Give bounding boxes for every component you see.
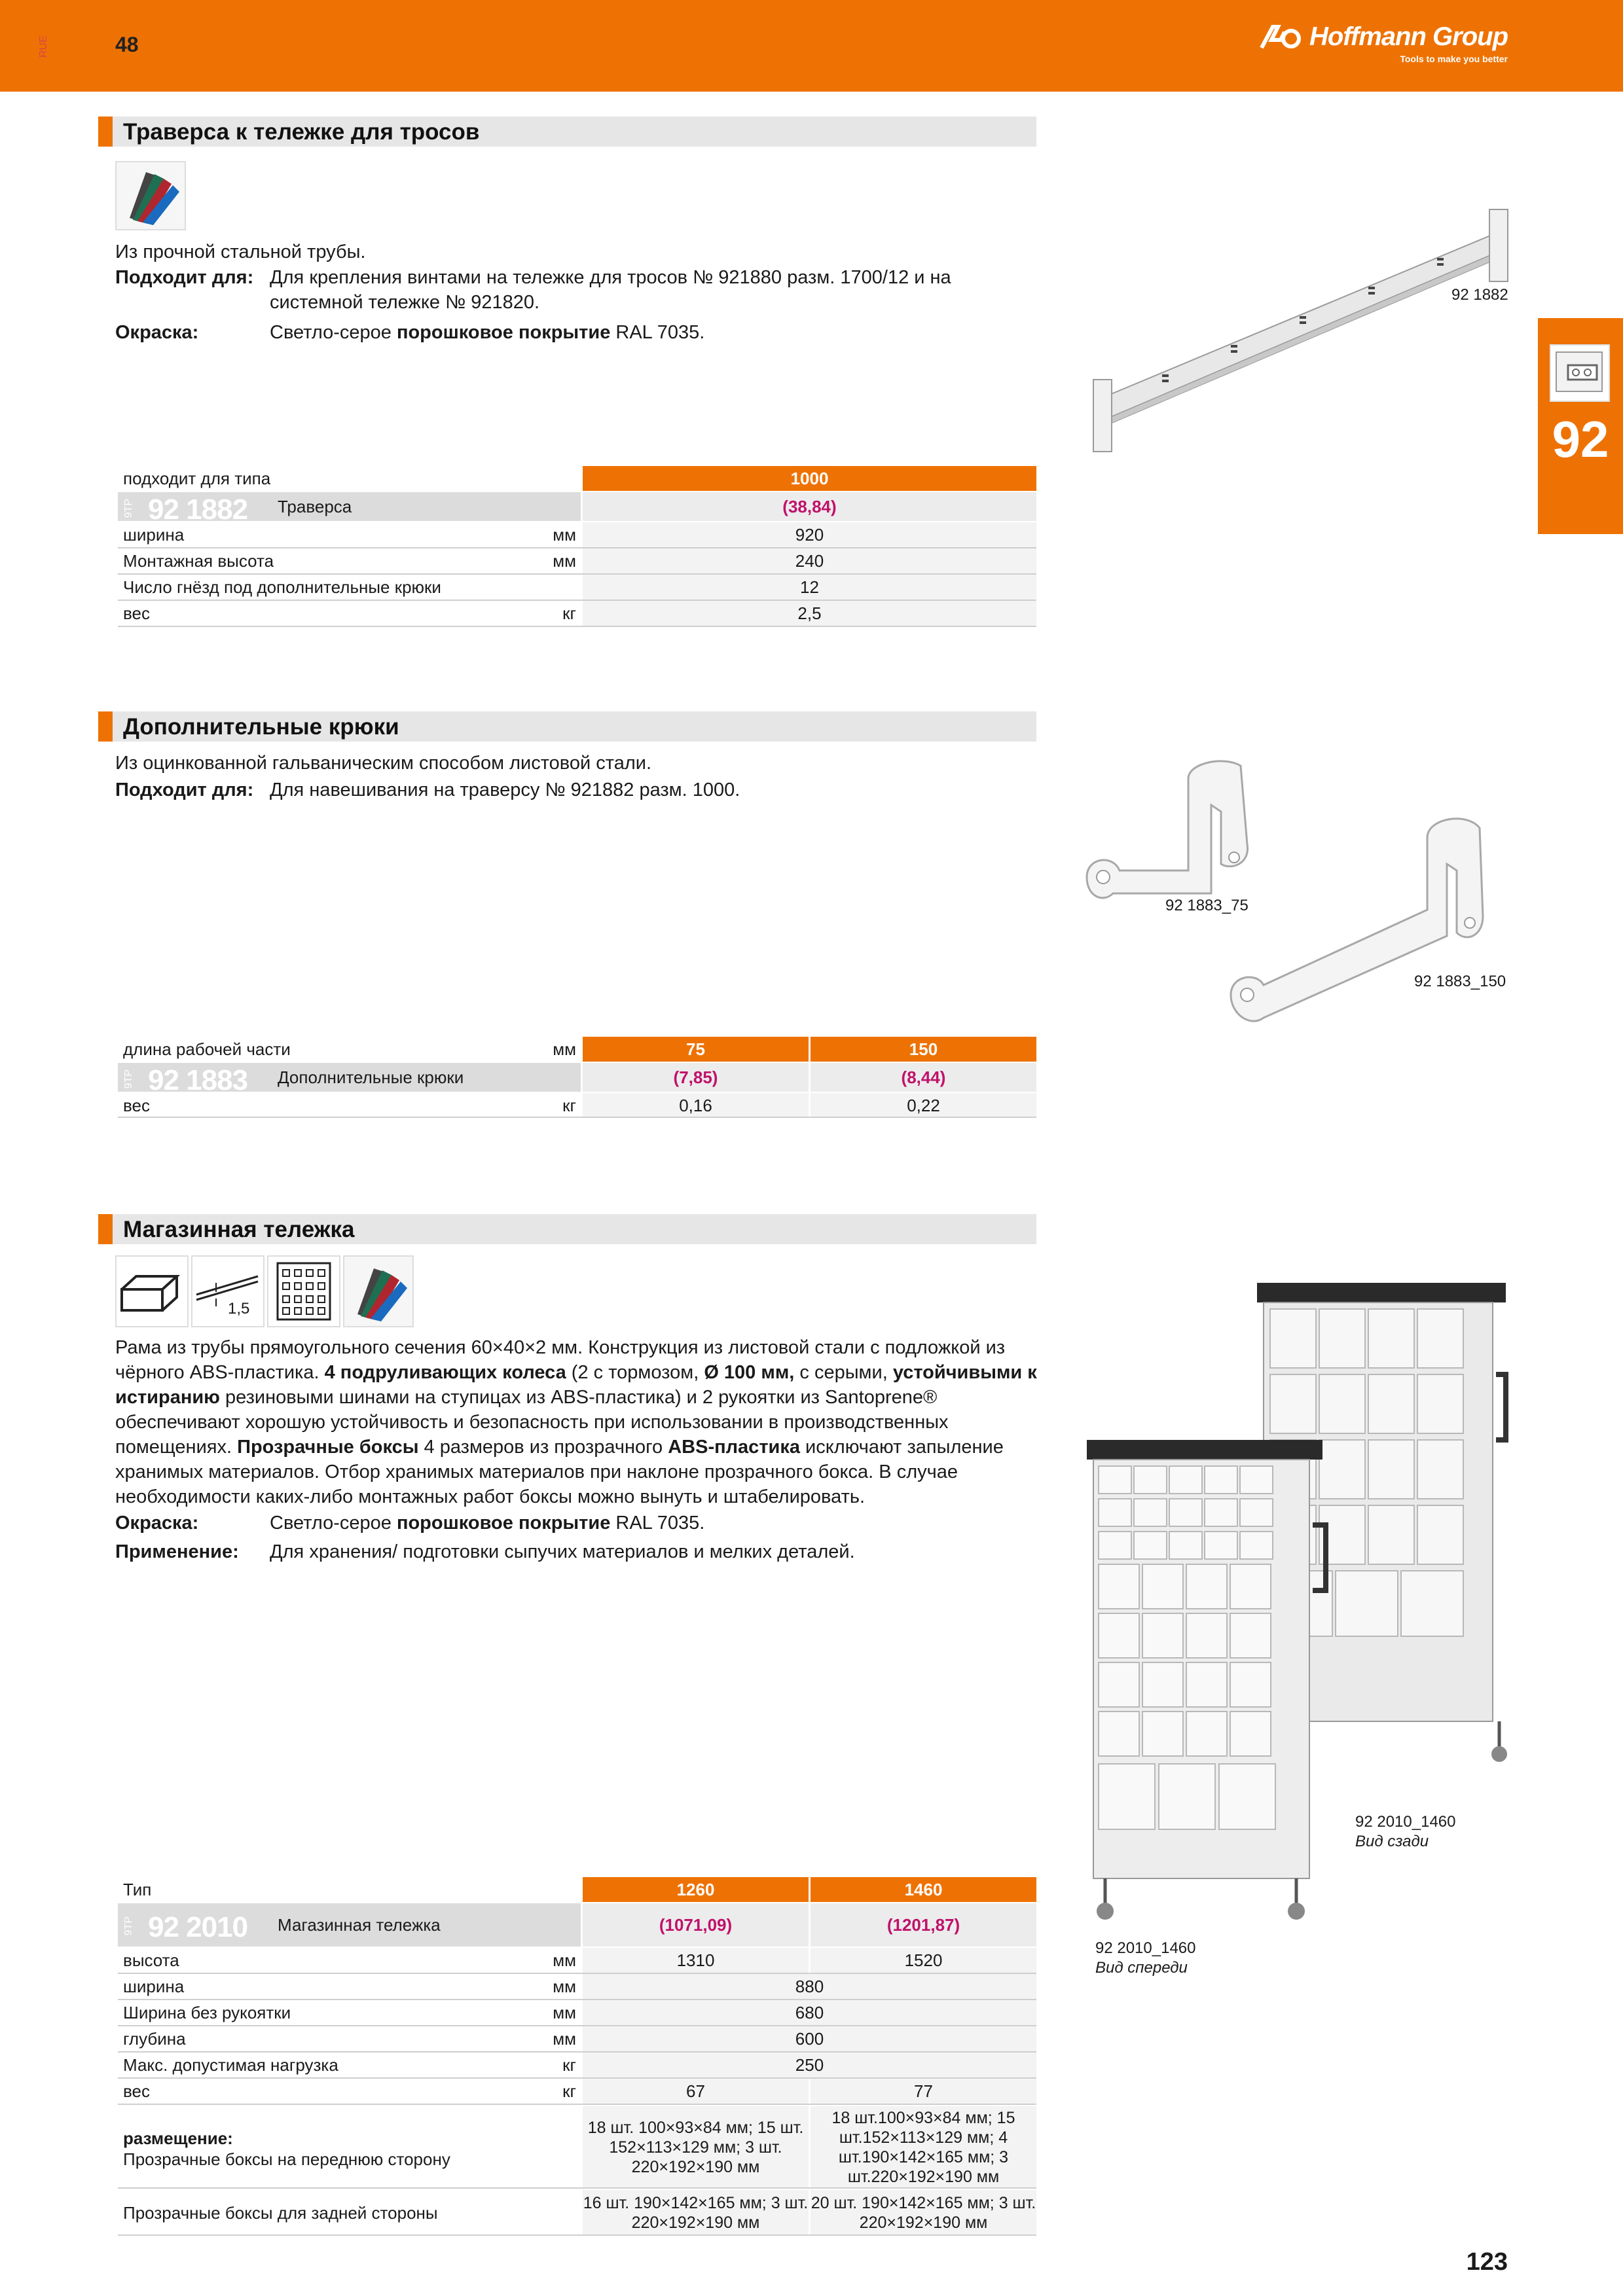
row-label: Число гнёзд под дополнительные крюки bbox=[123, 577, 441, 597]
page-number-top: 48 bbox=[115, 33, 139, 56]
table-row bbox=[118, 1974, 1036, 1999]
description-fragment: резиновыми шинами на ступицах из ABS-пластика) и 2 рукоятки из Santoprene® обеспечивают хорошую устойчивость и безопасность при использовании в производственных помещениях. bbox=[115, 1387, 949, 1458]
chapter-number: 92 bbox=[1552, 410, 1609, 468]
table-row bbox=[118, 601, 1036, 626]
row-label: Монтажная высота bbox=[123, 550, 274, 571]
hook-150-caption: 92 1883_150 bbox=[1414, 973, 1506, 990]
row-label: ширина bbox=[123, 1976, 185, 1996]
row-label: высота bbox=[123, 1950, 179, 1970]
column-header-1260: 1260 bbox=[583, 1877, 809, 1902]
section-header-traverse bbox=[98, 117, 1036, 147]
description-fragment: Ø 100 мм, bbox=[704, 1362, 795, 1383]
description-fragment: Рама из трубы прямоугольного сечения 60×40×2 мм. Конструкция из листовой стали с подложкой из чёрного ABS-пластика. bbox=[115, 1337, 1006, 1383]
price-cell: (1201,87) bbox=[811, 1903, 1036, 1946]
hooks-product-image bbox=[1074, 746, 1519, 1047]
row-unit: мм bbox=[553, 524, 576, 545]
cart-spec-table bbox=[118, 1877, 1036, 2283]
row-unit: мм bbox=[553, 1950, 576, 1970]
row-value: 77 bbox=[811, 2079, 1036, 2104]
sku-code: 92 1883 bbox=[148, 1064, 248, 1096]
sku-name: Магазинная тележка bbox=[278, 1914, 441, 1935]
description-fragment: исключают запыление хранимых материалов. Отбор хранимых материалов при наклоне прозрачного бокса. В случае необходимости каких-либо монтажных работ боксы можно вынуть и штабелировать. bbox=[115, 1437, 1004, 1507]
row-value: 880 bbox=[583, 1974, 1036, 1999]
brand-name: Hoffmann Group bbox=[1309, 22, 1508, 51]
cart-description bbox=[115, 1335, 1038, 1509]
description-fragment: Прозрачные боксы bbox=[237, 1437, 419, 1458]
row-value: 680 bbox=[583, 2000, 1036, 2025]
hook-75-caption: 92 1883_75 bbox=[1165, 897, 1249, 914]
front-view-caption: Вид спереди bbox=[1095, 1959, 1188, 1977]
row-value: 920 bbox=[583, 522, 1036, 547]
column-header-1460: 1460 bbox=[811, 1877, 1036, 1902]
sku-name: Дополнительные крюки bbox=[278, 1067, 464, 1087]
sku-row bbox=[118, 1063, 1036, 1096]
hooks-spec-table bbox=[118, 1037, 1036, 1128]
sku-name: Траверса bbox=[278, 496, 352, 516]
paint-label: Окраска: bbox=[115, 322, 199, 343]
fits-label: Подходит для: bbox=[115, 267, 254, 288]
column-header-150: 150 bbox=[811, 1037, 1036, 1062]
description-fragment: устойчивыми к истиранию bbox=[115, 1362, 1037, 1408]
row-value: 1520 bbox=[811, 1948, 1036, 1973]
rectangular-tube-icon bbox=[115, 1255, 189, 1327]
front-view-code: 92 2010_1460 bbox=[1095, 1939, 1196, 1957]
row-value: 2,5 bbox=[583, 601, 1036, 626]
traverse-spec-table bbox=[118, 466, 1036, 630]
table-row bbox=[118, 2053, 1036, 2077]
row-label: глубина bbox=[123, 2028, 186, 2049]
table-row-front-boxes: размещение: Прозрачные боксы на переднюю сторону 18 шт. 100×93×84 мм; 15 шт. 152×113×129 мм; 3 шт. 220×192×190 мм 18 шт.100×93×84 мм; 15 шт.152×113×129 мм; 4 шт.190×142×165 мм; 3 шт.220×192×190 мм bbox=[118, 2106, 1036, 2189]
row-value: 250 bbox=[583, 2053, 1036, 2077]
traverse-image-caption: 92 1882 bbox=[1451, 286, 1508, 304]
language-code: RUE bbox=[38, 35, 49, 58]
sheet-thickness-icon bbox=[191, 1255, 264, 1327]
price-cell: (7,85) bbox=[583, 1063, 809, 1092]
table-row bbox=[118, 575, 1036, 600]
back-view-caption: Вид сзади bbox=[1355, 1833, 1429, 1850]
price-cell: (38,84) bbox=[583, 492, 1036, 521]
description-fragment: (2 с тормозом, bbox=[566, 1362, 704, 1383]
color-swatch-icon bbox=[115, 161, 186, 230]
color-swatch-icon bbox=[343, 1255, 414, 1327]
row-label: Ширина без рукоятки bbox=[123, 2002, 291, 2022]
section-title: Магазинная тележка bbox=[123, 1217, 355, 1242]
row-unit: кг bbox=[562, 603, 576, 623]
paint-value: Светло-серое порошковое покрытие RAL 7035. bbox=[270, 322, 705, 343]
row-value: 1310 bbox=[583, 1948, 809, 1973]
table-row bbox=[118, 522, 1036, 547]
row-label: ширина bbox=[123, 524, 185, 545]
description-fragment: 4 размеров из прозрачного bbox=[418, 1437, 668, 1458]
table-header-row: подходит для типа 1000 bbox=[118, 466, 1036, 491]
description-fragment: ABS-пластика bbox=[668, 1437, 800, 1458]
back-view-code: 92 2010_1460 bbox=[1355, 1813, 1456, 1831]
row-label: Макс. допустимая нагрузка bbox=[123, 2054, 338, 2075]
fits-value: Для крепления винтами на тележке для тросов № 921880 разм. 1700/12 и на системной тележке № 921820. bbox=[270, 267, 951, 313]
table-row bbox=[118, 548, 1036, 573]
sku-row bbox=[118, 492, 1036, 526]
description-fragment: с серыми, bbox=[794, 1362, 893, 1383]
chapter-tab bbox=[1538, 318, 1623, 534]
table-row bbox=[118, 2079, 1036, 2104]
row-unit: мм bbox=[553, 550, 576, 571]
column-header-1000: 1000 bbox=[583, 466, 1036, 491]
row-unit: кг bbox=[562, 2054, 576, 2075]
cart-category-icon bbox=[1550, 344, 1610, 402]
row-unit: мм bbox=[553, 1976, 576, 1996]
row-value: 12 bbox=[583, 575, 1036, 600]
sku-code: 92 2010 bbox=[148, 1911, 248, 1943]
sku-code: 92 1882 bbox=[148, 493, 248, 526]
page-number: 123 bbox=[1466, 2248, 1508, 2276]
brand-tagline: Tools to make you better bbox=[1400, 53, 1508, 64]
row-unit bbox=[537, 575, 576, 600]
brand-logo bbox=[1258, 22, 1508, 64]
traverse-product-image bbox=[1087, 203, 1512, 471]
sku-block: 9TP 92 1883 Дополнительные крюки bbox=[118, 1063, 581, 1092]
row-value: 240 bbox=[583, 548, 1036, 573]
table-row bbox=[118, 2026, 1036, 2051]
perforated-panel-icon bbox=[267, 1255, 340, 1327]
row-unit: мм bbox=[553, 2028, 576, 2049]
description-fragment: 4 подруливающих колеса bbox=[324, 1362, 566, 1383]
section-title: Дополнительные крюки bbox=[123, 714, 399, 740]
table-row-back-boxes: Прозрачные боксы для задней стороны 16 шт. 190×142×165 мм; 3 шт. 220×192×190 мм 20 шт. 190×142×165 мм; 3 шт. 220×192×190 мм bbox=[118, 2190, 1036, 2236]
section-header-hooks bbox=[98, 711, 1036, 742]
price-cell: (8,44) bbox=[811, 1063, 1036, 1092]
row-unit: кг bbox=[562, 2081, 576, 2101]
sku-row bbox=[118, 1903, 1036, 1946]
hooks-description: Из оцинкованной гальваническим способом листовой стали. bbox=[115, 753, 652, 774]
table-row bbox=[118, 2000, 1036, 2025]
price-cell: (1071,09) bbox=[583, 1903, 809, 1946]
thickness-value: 1,5 bbox=[228, 1300, 250, 1318]
row-label: вес bbox=[123, 603, 150, 623]
table-header-row: длина рабочей части мм 75 150 bbox=[118, 1037, 1036, 1062]
row-unit: мм bbox=[553, 2002, 576, 2022]
table-header-row: Тип 1260 1460 bbox=[118, 1877, 1036, 1902]
traverse-description: Из прочной стальной трубы. bbox=[115, 242, 366, 262]
section-header-cart bbox=[98, 1214, 1036, 1244]
sku-block: 9TP 92 2010 Магазинная тележка bbox=[118, 1903, 581, 1946]
row-label: вес bbox=[123, 2081, 150, 2101]
table-row bbox=[118, 1948, 1036, 1973]
hoffmann-logo-icon bbox=[1258, 24, 1304, 50]
section-title: Траверса к тележке для тросов bbox=[123, 119, 480, 145]
column-header-75: 75 bbox=[583, 1037, 809, 1062]
sku-block: 9TP 92 1882 Траверса bbox=[118, 492, 581, 521]
row-value: 67 bbox=[583, 2079, 809, 2104]
row-value: 600 bbox=[583, 2026, 1036, 2051]
table-row: вес кг 0,16 0,22 bbox=[118, 1093, 1036, 1118]
